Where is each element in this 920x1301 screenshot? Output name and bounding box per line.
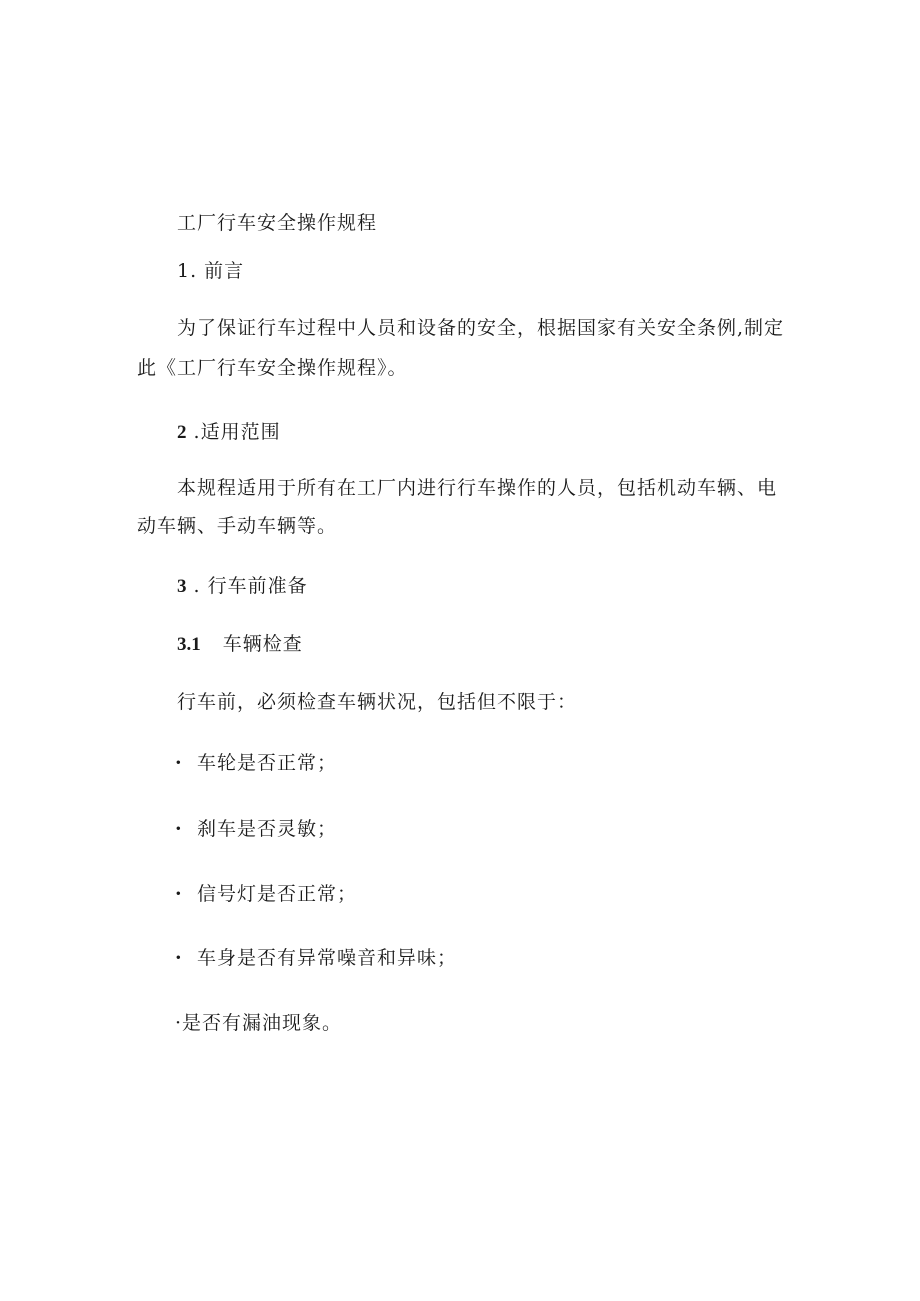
bullet-item-3 bbox=[175, 882, 357, 906]
section-3-heading bbox=[177, 574, 308, 599]
subsection-3-1-heading bbox=[177, 632, 303, 657]
section-2-paragraph-line-2: 动车辆、手动车辆等。 bbox=[137, 515, 338, 537]
bullet-marker: · bbox=[175, 818, 183, 840]
section-3-title: . 行车前准备 bbox=[186, 575, 308, 597]
bullet-text: 刹车是否灵敏； bbox=[197, 818, 338, 840]
bullet-item-1 bbox=[175, 751, 337, 775]
bullet-text: 信号灯是否正常； bbox=[197, 883, 358, 905]
section-2-title: .适用范围 bbox=[186, 421, 281, 443]
section-1-paragraph-line-1: 为了保证行车过程中人员和设备的安全，根据国家有关安全条例,制定 bbox=[177, 317, 785, 339]
subsection-3-1-number: 3.1 bbox=[177, 634, 201, 655]
section-1-paragraph-line-2: 此《工厂行车安全操作规程》。 bbox=[137, 357, 408, 379]
section-3-number: 3 bbox=[177, 576, 187, 597]
subsection-3-1-title: 车辆检查 bbox=[222, 633, 303, 655]
section-2-number: 2 bbox=[177, 422, 187, 443]
bullet-marker: · bbox=[175, 883, 183, 905]
bullet-item-4 bbox=[175, 946, 457, 970]
section-1-heading: 1. 前言 bbox=[177, 260, 245, 282]
bullet-text: 车身是否有异常噪音和异味； bbox=[197, 947, 458, 969]
bullet-marker: · bbox=[175, 947, 183, 969]
bullet-text: 车轮是否正常； bbox=[197, 752, 338, 774]
section-2-heading bbox=[177, 420, 281, 445]
section-2-paragraph-line-1: 本规程适用于所有在工厂内进行行车操作的人员，包括机动车辆、电 bbox=[177, 477, 778, 499]
last-list-item: ·是否有漏油现象。 bbox=[175, 1012, 343, 1034]
bullet-item-2 bbox=[175, 817, 337, 841]
section-3-intro: 行车前，必须检查车辆状况，包括但不限于： bbox=[177, 691, 578, 713]
bullet-marker: · bbox=[175, 752, 183, 774]
document-title: 工厂行车安全操作规程 bbox=[177, 212, 378, 234]
